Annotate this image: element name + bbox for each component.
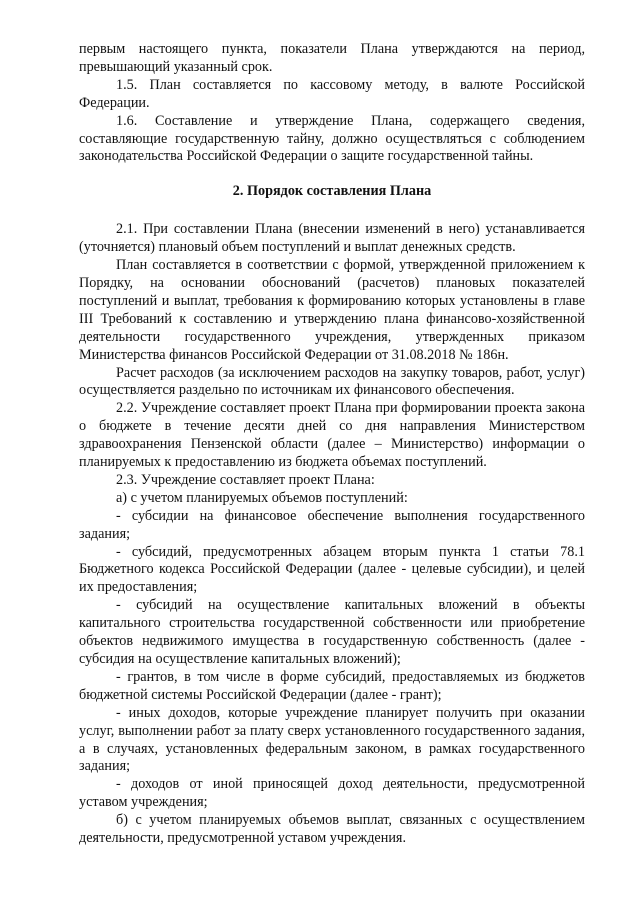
- paragraph-plan-form: План составляется в соответствии с формой, утвержденной приложением к Порядку, на основании обоснований (расчетов) плановых показателей поступлений и выплат, требования к формированию которых установлены в главе III Требований к составлению и утверждению плана финансово-хозяйственной деятельности государственного учреждения, утвержденных приказом Министерства финансов Российской Федерации от 31.08.2018 № 186н.: [79, 257, 585, 363]
- list-item-target-subsidies: - субсидий, предусмотренных абзацем вторым пункта 1 статьи 78.1 Бюджетного кодекса Российской Федерации (далее - целевые субсидии), и целей их предоставления;: [79, 543, 585, 596]
- paragraph-expense-calc: Расчет расходов (за исключением расходов на закупку товаров, работ, услуг) осуществляется раздельно по источникам их финансового обеспечения.: [79, 364, 585, 399]
- list-item-other-income: - иных доходов, которые учреждение планирует получить при оказании услуг, выполнении работ за плату сверх установленного государственного задания, а в случаях, установленных федеральным законом, в рамках государственного задания;: [79, 704, 585, 775]
- paragraph-2-1: 2.1. При составлении Плана (внесении изменений в него) устанавливается (уточняется) плановый объем поступлений и выплат денежных средств.: [79, 221, 585, 256]
- paragraph-1-5: 1.5. План составляется по кассовому методу, в валюте Российской Федерации.: [79, 76, 585, 111]
- section-2-heading: 2. Порядок составления Плана: [232, 183, 432, 200]
- list-item-subsidy-state-task: - субсидии на финансовое обеспечение выполнения государственного задания;: [79, 507, 585, 542]
- section-2-body: [79, 221, 585, 848]
- list-item-grants: - грантов, в том числе в форме субсидий, предоставляемых из бюджетов бюджетной системы Российской Федерации (далее - грант);: [79, 668, 585, 703]
- paragraph-1-4-continuation: первым настоящего пункта, показатели Плана утверждаются на период, превышающий указанный срок.: [79, 41, 585, 75]
- paragraph-1-6: 1.6. Составление и утверждение Плана, содержащего сведения, составляющие государственную тайну, должно осуществляться с соблюдением законодательства Российской Федерации о защите государственной тайны.: [79, 112, 585, 165]
- list-item-a: а) с учетом планируемых объемов поступлений:: [116, 489, 408, 506]
- list-item-capital-subsidy: - субсидий на осуществление капитальных вложений в объекты капитального строительства государственной собственности или приобретение объектов недвижимого имущества в государственную собственность (далее - субсидия на осуществление капитальных вложений);: [79, 597, 585, 667]
- section-1-continuation: [79, 41, 585, 166]
- list-item-b: б) с учетом планируемых объемов выплат, связанных с осуществлением деятельности, предусмотренной уставом учреждения.: [79, 812, 585, 847]
- paragraph-2-2: 2.2. Учреждение составляет проект Плана при формировании проекта закона о бюджете в течение десяти дней со дня направления Министерством здравоохранения Пензенской области (далее – Министерство) информации о планируемых к предоставлению из бюджета объемах поступлений.: [79, 400, 585, 471]
- paragraph-2-3: 2.3. Учреждение составляет проект Плана:: [116, 471, 375, 488]
- list-item-income-activity: - доходов от иной приносящей доход деятельности, предусмотренной уставом учреждения;: [79, 776, 585, 811]
